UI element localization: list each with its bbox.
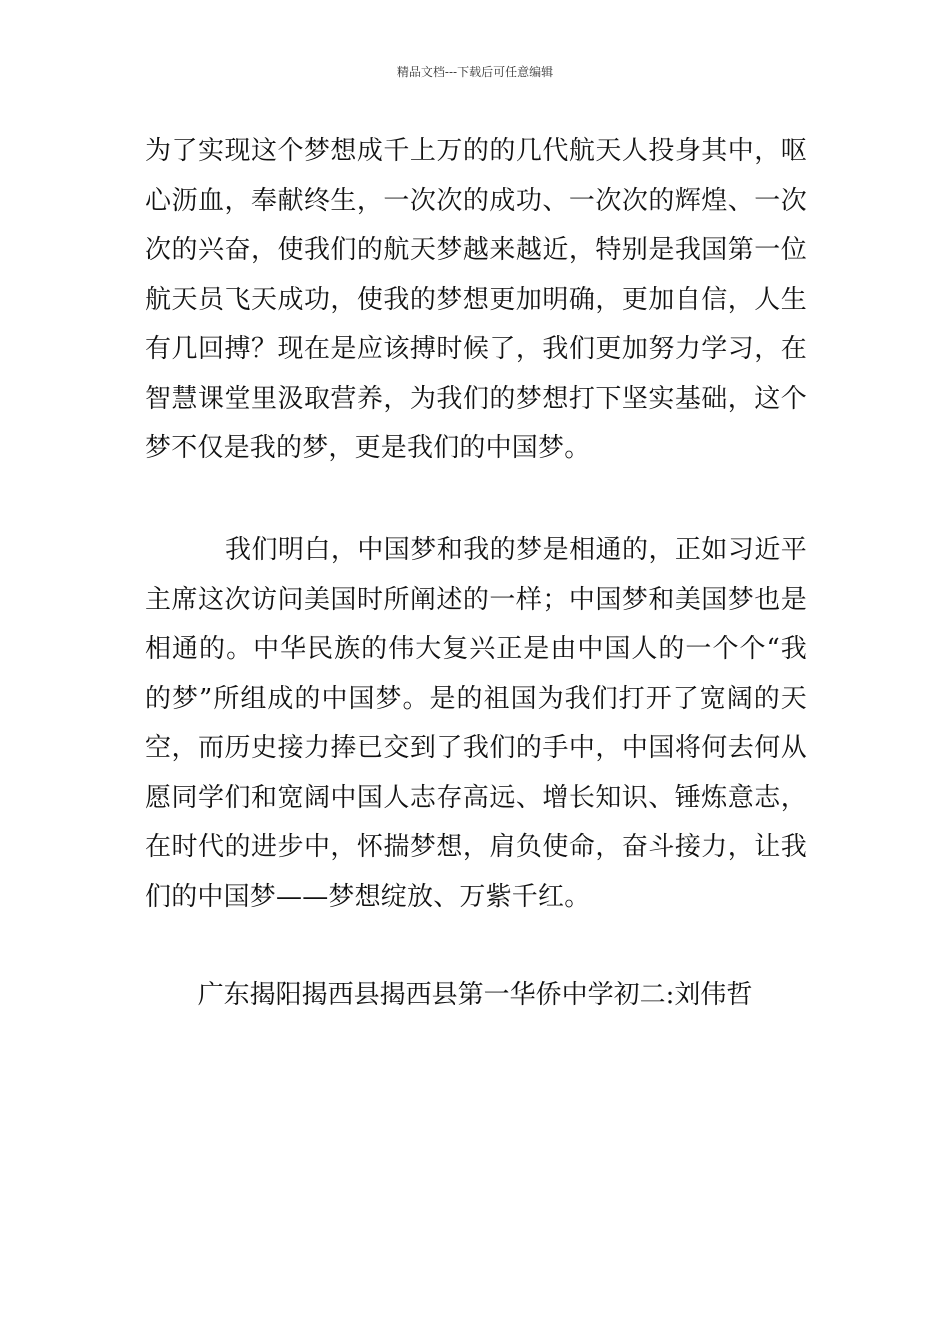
author-signature: 广东揭阳揭西县揭西县第一华侨中学初二:刘伟哲: [197, 980, 753, 1010]
paragraph-1: 为了实现这个梦想成千上万的的几代航天人投身其中，呕心沥血，奉献终生，一次次的成功、一次次的辉煌、一次次的兴奋，使我们的航天梦越来越近，特别是我国第一位航天员飞天成功，使我的梦想更加明确，更加自信，人生有几回搏？现在是应该搏时候了，我们更加努力学习，在智慧课堂里汲取营养，为我们的梦想打下坚实基础，这个梦不仅是我的梦，更是我们的中国梦。: [145, 136, 807, 463]
page-header: 精品文档---下载后可任意编辑: [396, 65, 554, 79]
paragraph-2: 我们明白，中国梦和我的梦是相通的，正如习近平主席这次访问美国时所阐述的一样；中国梦和美国梦也是相通的。中华民族的伟大复兴正是由中国人的一个个“我的梦”所组成的中国梦。是的祖国为我们打开了宽阔的天空，而历史接力捧已交到了我们的手中，中国将何去何从愿同学们和宽阔中国人志存高远、增长知识、锤炼意志，在时代的进步中，怀揣梦想，肩负使命，奋斗接力，让我们的中国梦——梦想绽放、万紫千红。: [145, 535, 807, 912]
